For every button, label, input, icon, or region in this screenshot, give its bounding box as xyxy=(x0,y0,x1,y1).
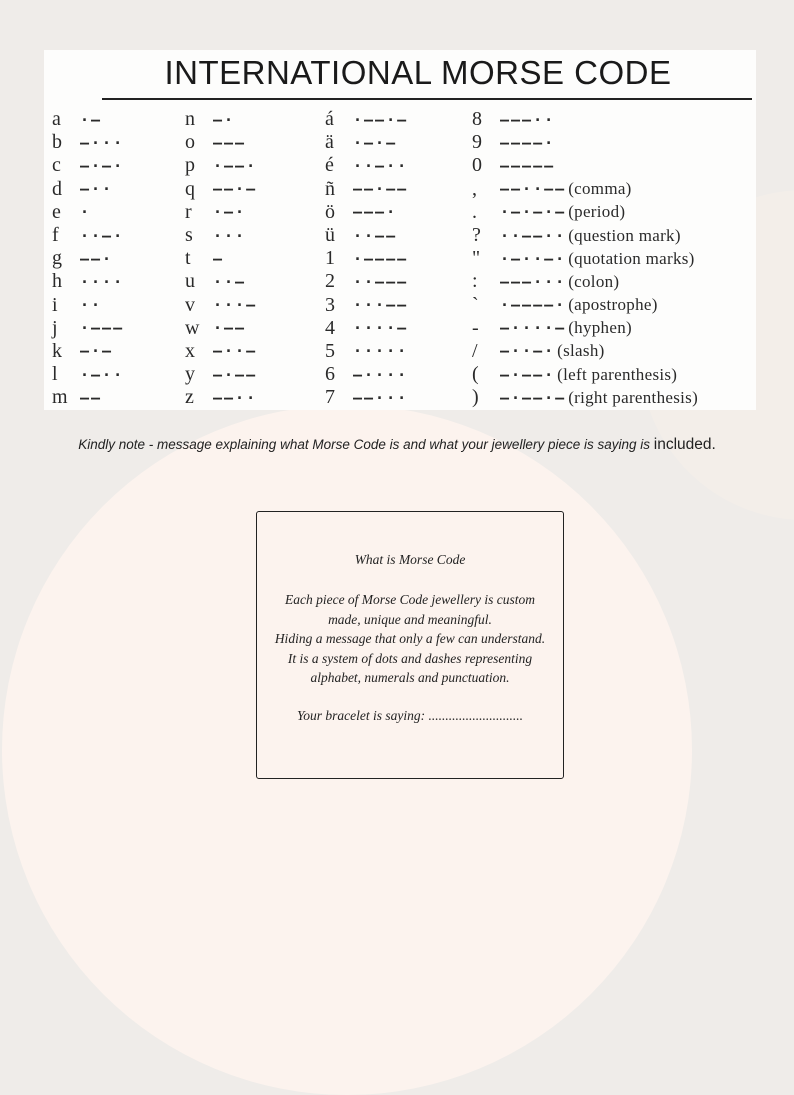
morse-character: e xyxy=(52,200,61,223)
morse-description: (hyphen) xyxy=(568,318,632,338)
morse-row xyxy=(472,247,698,270)
morse-code: ··· xyxy=(213,226,247,245)
morse-character: ` xyxy=(472,293,479,316)
morse-code: – xyxy=(213,249,225,268)
card-line: alphabet, numerals and punctuation. xyxy=(310,670,510,685)
morse-code: –·–· xyxy=(80,156,125,175)
morse-row xyxy=(472,340,698,363)
morse-character: h xyxy=(52,270,62,293)
morse-row xyxy=(52,247,124,270)
morse-character: ? xyxy=(472,224,481,247)
morse-row xyxy=(52,363,124,386)
column-letters-a-m xyxy=(52,108,124,409)
morse-code: ··–·· xyxy=(353,156,409,175)
kindly-note xyxy=(0,436,794,454)
morse-code: ––––– xyxy=(500,156,556,175)
morse-character: s xyxy=(185,224,193,247)
morse-code: ·–·· xyxy=(80,365,125,384)
morse-character: 4 xyxy=(325,316,335,339)
morse-code: ··– xyxy=(213,272,247,291)
morse-row xyxy=(472,386,698,409)
morse-description: (left parenthesis) xyxy=(557,364,678,384)
card-line: made, unique and meaningful. xyxy=(328,611,492,627)
bracelet-saying: Your bracelet is saying: ............................ xyxy=(297,708,523,723)
morse-character: : xyxy=(472,270,478,293)
morse-character: d xyxy=(52,177,62,200)
morse-row xyxy=(472,108,698,131)
morse-description: (apostrophe) xyxy=(568,295,658,315)
morse-code: ···· xyxy=(80,272,125,291)
column-letters-n-z xyxy=(185,108,257,409)
morse-character: 5 xyxy=(325,339,335,362)
morse-row xyxy=(472,154,698,177)
morse-row xyxy=(472,363,698,386)
morse-character: 1 xyxy=(325,247,335,270)
column-accents-numbers xyxy=(325,108,408,409)
morse-row xyxy=(185,247,257,270)
morse-row xyxy=(185,317,257,340)
morse-character: t xyxy=(185,247,191,270)
morse-character: o xyxy=(185,131,195,154)
morse-code: –·––·– xyxy=(500,388,567,407)
morse-code: ·–––– xyxy=(353,249,409,268)
morse-code: ·–··–· xyxy=(500,249,567,268)
title-rule xyxy=(102,98,752,100)
morse-row xyxy=(185,224,257,247)
morse-code: –––·· xyxy=(500,110,556,129)
morse-character: m xyxy=(52,386,68,409)
morse-character: . xyxy=(472,200,477,223)
morse-code: –··–· xyxy=(500,342,556,361)
morse-code: –···· xyxy=(353,365,409,384)
morse-info-card xyxy=(256,511,564,779)
morse-row xyxy=(52,270,124,293)
card-heading: What is Morse Code xyxy=(354,552,466,567)
morse-row xyxy=(52,294,124,317)
morse-code: ··––·· xyxy=(500,226,567,245)
morse-code: –·–– xyxy=(213,365,258,384)
morse-code: ·––·– xyxy=(353,110,409,129)
note-text: Kindly note - message explaining what Morse Code is and what your jewellery piece is saying is xyxy=(78,437,654,452)
morse-row xyxy=(472,178,698,201)
morse-row xyxy=(185,340,257,363)
morse-code: –·– xyxy=(80,342,114,361)
morse-code: ––·– xyxy=(213,180,258,199)
morse-code: –––· xyxy=(353,203,398,222)
morse-character: g xyxy=(52,247,62,270)
morse-row xyxy=(472,224,698,247)
morse-character: j xyxy=(52,316,58,339)
morse-character: ü xyxy=(325,224,335,247)
morse-character: 7 xyxy=(325,386,335,409)
morse-character: - xyxy=(472,316,479,339)
morse-row xyxy=(185,108,257,131)
morse-row xyxy=(325,131,408,154)
morse-description: (question mark) xyxy=(568,225,681,245)
morse-character: 2 xyxy=(325,270,335,293)
morse-code: ––·· xyxy=(213,388,258,407)
morse-row xyxy=(185,363,257,386)
morse-description: (colon) xyxy=(568,271,620,291)
morse-character: á xyxy=(325,108,334,131)
card-line: It is a system of dots and dashes representing xyxy=(287,650,533,666)
morse-character: ä xyxy=(325,131,334,154)
morse-row xyxy=(325,201,408,224)
morse-row xyxy=(52,317,124,340)
morse-row xyxy=(185,154,257,177)
morse-character: x xyxy=(185,339,195,362)
morse-character: ñ xyxy=(325,177,335,200)
morse-code: ·· xyxy=(80,296,103,315)
morse-row xyxy=(52,154,124,177)
morse-row xyxy=(52,340,124,363)
morse-code: ··–– xyxy=(353,226,398,245)
morse-row xyxy=(325,154,408,177)
morse-code: ····· xyxy=(353,342,409,361)
morse-character: r xyxy=(185,200,192,223)
morse-code: ––––· xyxy=(500,133,556,152)
morse-row xyxy=(185,386,257,409)
morse-character: b xyxy=(52,131,62,154)
morse-code: ––··· xyxy=(353,388,409,407)
morse-code: ·–·– xyxy=(353,133,398,152)
morse-row xyxy=(52,224,124,247)
morse-description: (comma) xyxy=(568,179,632,199)
morse-code: –··· xyxy=(80,133,125,152)
chart-title: INTERNATIONAL MORSE CODE xyxy=(164,54,672,91)
morse-code: –·––· xyxy=(500,365,556,384)
card-line: Each piece of Morse Code jewellery is custom xyxy=(284,592,536,607)
morse-code-chart xyxy=(44,50,756,410)
morse-character: f xyxy=(52,224,59,247)
morse-code: –– xyxy=(80,388,103,407)
morse-row xyxy=(185,294,257,317)
column-numbers-punctuation xyxy=(472,108,698,409)
morse-character: i xyxy=(52,293,58,316)
morse-character: / xyxy=(472,339,478,362)
morse-description: (quotation marks) xyxy=(568,248,695,268)
morse-character: é xyxy=(325,154,334,177)
morse-row xyxy=(185,178,257,201)
morse-character: 3 xyxy=(325,293,335,316)
morse-character: ö xyxy=(325,200,335,223)
morse-row xyxy=(325,363,408,386)
morse-character: u xyxy=(185,270,195,293)
morse-code: ···– xyxy=(213,296,258,315)
morse-code: ·––––· xyxy=(500,296,567,315)
morse-character: w xyxy=(185,316,200,339)
morse-character: ) xyxy=(472,386,479,409)
morse-code: ··–· xyxy=(80,226,125,245)
morse-character: k xyxy=(52,339,62,362)
morse-row xyxy=(185,131,257,154)
morse-character: 6 xyxy=(325,363,335,386)
morse-code: ––– xyxy=(213,133,247,152)
note-included: included. xyxy=(653,436,716,453)
morse-row xyxy=(472,201,698,224)
morse-character: ( xyxy=(472,363,479,386)
morse-code: ·– xyxy=(80,110,103,129)
morse-row xyxy=(325,294,408,317)
morse-code: ·–·–·– xyxy=(500,203,567,222)
morse-character: 9 xyxy=(472,131,482,154)
morse-character: 0 xyxy=(472,154,482,177)
morse-code: –····– xyxy=(500,319,567,338)
morse-code: ––··–– xyxy=(500,180,567,199)
morse-character: l xyxy=(52,363,58,386)
morse-row xyxy=(472,294,698,317)
morse-row xyxy=(52,386,124,409)
morse-row xyxy=(52,108,124,131)
morse-code: ––· xyxy=(80,249,114,268)
morse-row xyxy=(52,178,124,201)
morse-code: –· xyxy=(213,110,236,129)
morse-description: (period) xyxy=(568,202,626,222)
morse-row xyxy=(325,317,408,340)
morse-character: , xyxy=(472,177,477,200)
morse-code: · xyxy=(80,203,92,222)
morse-code: –·· xyxy=(80,180,114,199)
morse-row xyxy=(185,270,257,293)
morse-row xyxy=(325,340,408,363)
morse-character: n xyxy=(185,108,195,131)
morse-description: (right parenthesis) xyxy=(568,387,699,407)
morse-character: z xyxy=(185,386,194,409)
morse-character: a xyxy=(52,108,61,131)
morse-description: (slash) xyxy=(557,341,605,361)
morse-code: ·––– xyxy=(80,319,125,338)
morse-character: p xyxy=(185,154,195,177)
morse-row xyxy=(325,224,408,247)
morse-row xyxy=(472,131,698,154)
morse-row xyxy=(325,178,408,201)
morse-code: ·–– xyxy=(213,319,247,338)
morse-row xyxy=(52,131,124,154)
morse-code: ···–– xyxy=(353,296,409,315)
morse-code: ––·–– xyxy=(353,180,409,199)
morse-code: ·––· xyxy=(213,156,258,175)
morse-character: v xyxy=(185,293,195,316)
morse-row xyxy=(325,386,408,409)
morse-row xyxy=(325,108,408,131)
morse-row xyxy=(185,201,257,224)
morse-code: ·–· xyxy=(213,203,247,222)
card-line: Hiding a message that only a few can understand. xyxy=(274,631,546,646)
morse-row xyxy=(472,270,698,293)
morse-character: c xyxy=(52,154,61,177)
card-body xyxy=(265,590,555,688)
morse-code: –··– xyxy=(213,342,258,361)
morse-row xyxy=(325,247,408,270)
morse-character: " xyxy=(472,247,481,270)
morse-character: y xyxy=(185,363,195,386)
morse-row xyxy=(52,201,124,224)
morse-row xyxy=(325,270,408,293)
morse-code: ··––– xyxy=(353,272,409,291)
morse-code: –––··· xyxy=(500,272,567,291)
morse-code: ····– xyxy=(353,319,409,338)
morse-row xyxy=(472,317,698,340)
morse-character: q xyxy=(185,177,195,200)
morse-character: 8 xyxy=(472,108,482,131)
